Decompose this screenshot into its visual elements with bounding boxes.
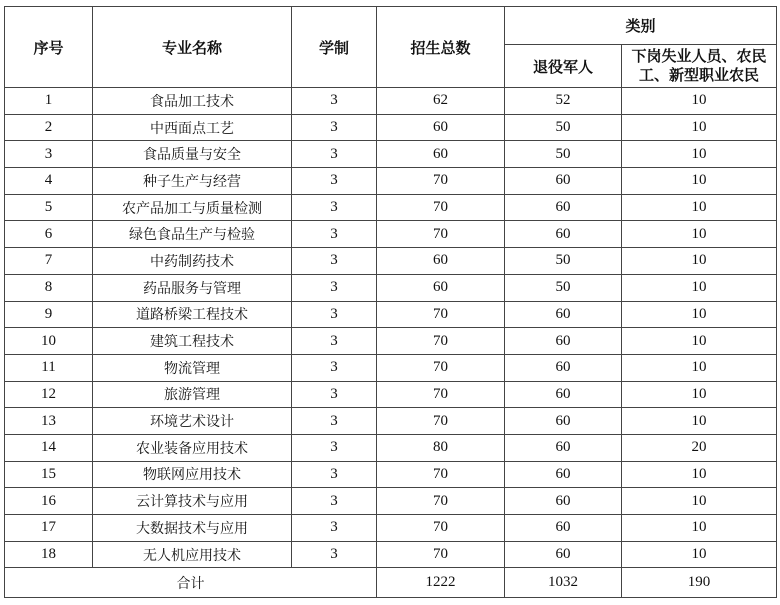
cell-duration: 3 (292, 461, 377, 488)
cell-major: 中西面点工艺 (93, 114, 292, 141)
table-row (5, 488, 777, 515)
cell-others: 10 (622, 408, 777, 435)
cell-total: 70 (377, 515, 505, 542)
header-major: 专业名称 (93, 7, 292, 88)
cell-major: 食品质量与安全 (93, 141, 292, 168)
table-row (5, 354, 777, 381)
cell-duration: 3 (292, 88, 377, 115)
table-row (5, 221, 777, 248)
cell-others: 10 (622, 194, 777, 221)
cell-total: 70 (377, 354, 505, 381)
cell-others: 10 (622, 354, 777, 381)
header-row-top (5, 7, 777, 45)
cell-major: 旅游管理 (93, 381, 292, 408)
table-row (5, 461, 777, 488)
header-index: 序号 (5, 7, 93, 88)
cell-others: 10 (622, 488, 777, 515)
totals-veterans: 1032 (505, 568, 622, 598)
cell-major: 大数据技术与应用 (93, 515, 292, 542)
cell-major: 建筑工程技术 (93, 328, 292, 355)
cell-others: 10 (622, 168, 777, 195)
cell-index: 12 (5, 381, 93, 408)
cell-others: 10 (622, 221, 777, 248)
totals-others: 190 (622, 568, 777, 598)
cell-duration: 3 (292, 434, 377, 461)
cell-veterans: 50 (505, 141, 622, 168)
cell-index: 6 (5, 221, 93, 248)
cell-major: 种子生产与经营 (93, 168, 292, 195)
cell-others: 10 (622, 248, 777, 275)
cell-duration: 3 (292, 141, 377, 168)
cell-veterans: 60 (505, 194, 622, 221)
cell-veterans: 60 (505, 301, 622, 328)
cell-total: 70 (377, 221, 505, 248)
cell-others: 10 (622, 274, 777, 301)
table-row (5, 515, 777, 542)
cell-total: 60 (377, 141, 505, 168)
cell-others: 10 (622, 88, 777, 115)
cell-index: 9 (5, 301, 93, 328)
cell-others: 10 (622, 461, 777, 488)
cell-total: 70 (377, 168, 505, 195)
header-category: 类别 (505, 7, 777, 45)
cell-index: 8 (5, 274, 93, 301)
cell-veterans: 60 (505, 541, 622, 568)
totals-row (5, 568, 777, 598)
cell-total: 70 (377, 381, 505, 408)
cell-veterans: 50 (505, 114, 622, 141)
cell-major: 绿色食品生产与检验 (93, 221, 292, 248)
cell-major: 药品服务与管理 (93, 274, 292, 301)
cell-index: 13 (5, 408, 93, 435)
cell-major: 中药制药技术 (93, 248, 292, 275)
table-row (5, 88, 777, 115)
cell-duration: 3 (292, 301, 377, 328)
cell-total: 62 (377, 88, 505, 115)
cell-total: 80 (377, 434, 505, 461)
cell-veterans: 60 (505, 221, 622, 248)
cell-duration: 3 (292, 168, 377, 195)
table-row (5, 541, 777, 568)
cell-index: 18 (5, 541, 93, 568)
cell-duration: 3 (292, 328, 377, 355)
cell-veterans: 60 (505, 328, 622, 355)
enrollment-table (4, 6, 777, 598)
table-row (5, 248, 777, 275)
cell-major: 无人机应用技术 (93, 541, 292, 568)
table-row (5, 168, 777, 195)
cell-veterans: 50 (505, 274, 622, 301)
cell-index: 14 (5, 434, 93, 461)
cell-veterans: 52 (505, 88, 622, 115)
cell-others: 10 (622, 381, 777, 408)
cell-index: 5 (5, 194, 93, 221)
cell-duration: 3 (292, 381, 377, 408)
cell-major: 道路桥梁工程技术 (93, 301, 292, 328)
table-row (5, 114, 777, 141)
cell-others: 10 (622, 541, 777, 568)
table-row (5, 141, 777, 168)
cell-others: 10 (622, 301, 777, 328)
cell-veterans: 50 (505, 248, 622, 275)
cell-others: 10 (622, 141, 777, 168)
table-row (5, 328, 777, 355)
cell-veterans: 60 (505, 381, 622, 408)
cell-index: 17 (5, 515, 93, 542)
cell-duration: 3 (292, 354, 377, 381)
cell-major: 农产品加工与质量检测 (93, 194, 292, 221)
cell-others: 10 (622, 328, 777, 355)
cell-index: 2 (5, 114, 93, 141)
cell-veterans: 60 (505, 488, 622, 515)
cell-total: 70 (377, 194, 505, 221)
cell-veterans: 60 (505, 408, 622, 435)
cell-major: 环境艺术设计 (93, 408, 292, 435)
cell-others: 10 (622, 515, 777, 542)
cell-index: 7 (5, 248, 93, 275)
cell-major: 物流管理 (93, 354, 292, 381)
cell-veterans: 60 (505, 168, 622, 195)
cell-total: 70 (377, 328, 505, 355)
cell-duration: 3 (292, 488, 377, 515)
table-row (5, 194, 777, 221)
cell-total: 60 (377, 114, 505, 141)
cell-major: 物联网应用技术 (93, 461, 292, 488)
header-duration: 学制 (292, 7, 377, 88)
cell-index: 4 (5, 168, 93, 195)
cell-veterans: 60 (505, 461, 622, 488)
cell-index: 11 (5, 354, 93, 381)
cell-total: 70 (377, 541, 505, 568)
cell-total: 60 (377, 274, 505, 301)
cell-total: 70 (377, 301, 505, 328)
cell-duration: 3 (292, 114, 377, 141)
table-row (5, 408, 777, 435)
cell-duration: 3 (292, 248, 377, 275)
cell-major: 食品加工技术 (93, 88, 292, 115)
table-row (5, 434, 777, 461)
cell-total: 70 (377, 408, 505, 435)
cell-index: 1 (5, 88, 93, 115)
cell-index: 15 (5, 461, 93, 488)
cell-duration: 3 (292, 515, 377, 542)
table-body (5, 88, 777, 568)
cell-major: 云计算技术与应用 (93, 488, 292, 515)
totals-total: 1222 (377, 568, 505, 598)
cell-index: 10 (5, 328, 93, 355)
cell-total: 70 (377, 461, 505, 488)
header-total: 招生总数 (377, 7, 505, 88)
cell-duration: 3 (292, 194, 377, 221)
cell-duration: 3 (292, 408, 377, 435)
table-row (5, 274, 777, 301)
cell-others: 10 (622, 114, 777, 141)
cell-total: 60 (377, 248, 505, 275)
cell-others: 20 (622, 434, 777, 461)
cell-index: 16 (5, 488, 93, 515)
header-others: 下岗失业人员、农民工、新型职业农民 (622, 45, 777, 88)
cell-veterans: 60 (505, 434, 622, 461)
cell-veterans: 60 (505, 515, 622, 542)
cell-index: 3 (5, 141, 93, 168)
header-veterans: 退役军人 (505, 45, 622, 88)
table-row (5, 381, 777, 408)
table-row (5, 301, 777, 328)
cell-total: 70 (377, 488, 505, 515)
cell-duration: 3 (292, 221, 377, 248)
cell-duration: 3 (292, 274, 377, 301)
totals-label: 合计 (5, 568, 377, 598)
cell-major: 农业装备应用技术 (93, 434, 292, 461)
cell-veterans: 60 (505, 354, 622, 381)
cell-duration: 3 (292, 541, 377, 568)
